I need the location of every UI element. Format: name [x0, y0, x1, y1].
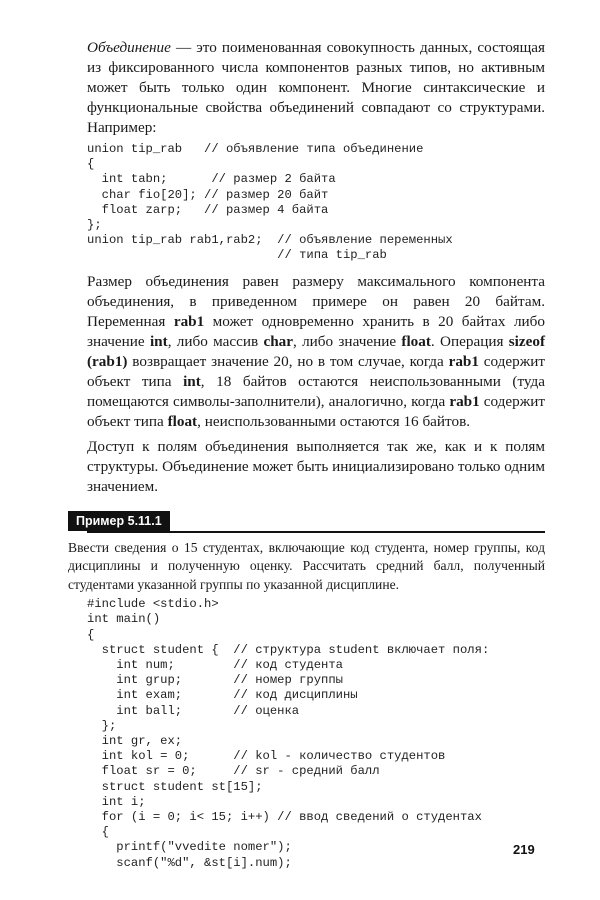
bold-term: char — [263, 332, 293, 350]
text-run: возвращает значение 20, но в том случае, когда — [127, 352, 449, 370]
union-definition-text: — это поименованная совокупность данных, состоящая из фиксированного числа компонентов разных типов, но активным может быть только один компонент. Многие синтаксические и функциональные свойства объединений совпадают со структурами. Например: — [87, 39, 545, 136]
bold-term: float — [401, 332, 431, 350]
bold-term: int — [183, 372, 201, 390]
text-run: содержит объект типа — [87, 392, 545, 430]
text-run: , либо значение — [293, 332, 402, 350]
text-run: , неиспользованными остаются 16 байтов. — [197, 412, 471, 430]
bold-term: rab1 — [173, 312, 205, 330]
union-size-paragraph — [87, 272, 545, 432]
page-content — [68, 38, 546, 871]
union-term: Объединение — [87, 39, 171, 56]
union-access-paragraph: Доступ к полям объединения выполняется так же, как и к полям структуры. Объединение может быть инициализировано только одним значением. — [87, 437, 545, 495]
example-label: Пример 5.11.1 — [68, 511, 170, 531]
bold-term: int — [149, 332, 168, 350]
text-run: , 18 байтов остаются неиспользованными (туда помещаются символы-заполнители), аналогично, когда — [87, 372, 545, 410]
bold-term: sizeof (rab1) — [87, 332, 546, 370]
example-task-paragraph: Ввести сведения о 15 студентах, включающие код студента, номер группы, код дисциплины и полученную оценку. Рассчитать средний балл, полученный студентами указанной группы по указанной дисциплине. — [68, 539, 545, 592]
text-run: , либо массив — [167, 332, 264, 350]
text-run: содержит объект типа — [87, 352, 545, 390]
text-run: Размер объединения равен размеру максимального компонента объединения, в приведенном примере он равен 20 байтам. Переменная — [87, 272, 545, 330]
union-definition-paragraph — [87, 38, 545, 138]
union-code-block: union tip_rab // объявление типа объединение { int tabn; // размер 2 байта char fio[20]; // размер 20 байт float zarp; // размер 4 байта }; union tip_rab rab1,rab2; // объявление переменных // типа tip_rab — [87, 142, 453, 263]
bold-term: rab1 — [449, 392, 480, 410]
bold-term: rab1 — [448, 352, 479, 370]
example-header — [76, 511, 545, 533]
example-code-block: #include <stdio.h> int main() { struct student { // структура student включает поля: int num; // код студента int grup; // номер группы int exam; // код дисциплины int ball; // оценка }; int gr, ex; int kol = 0; // kol - количество студентов float sr = 0; // sr - средний балл struct student st[15]; int i; for (i = 0; i< 15; i++) // ввод сведений о студентах { printf("vvedite nomer"); scanf("%d", &st[i].num); — [87, 597, 490, 870]
text-run: . Операция — [430, 332, 509, 350]
page-number: 219 — [513, 842, 535, 857]
bold-term: float — [167, 412, 198, 430]
text-run: может одновременно хранить в 20 байтах либо значение — [87, 312, 545, 350]
